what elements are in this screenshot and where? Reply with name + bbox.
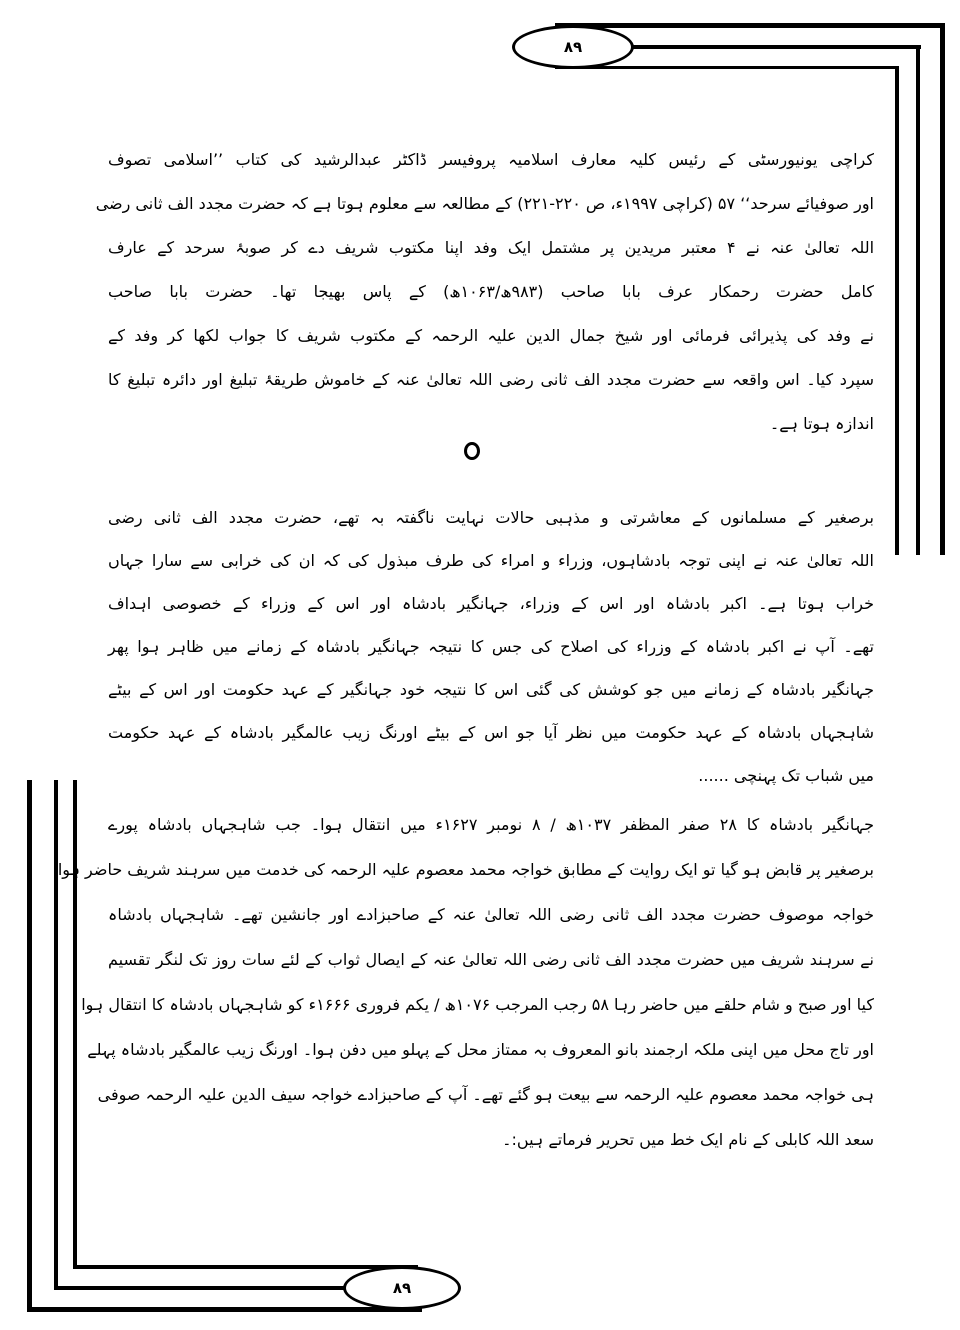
frame-line [73,1265,418,1269]
text-line: اور تاج محل میں اپنی ملکہ ارجمند بانو المعروف بہ ممتاز محل کے پہلو میں دفن ہوا۔ اورنگ زیب عالمگیر بادشاہ پہلے [87,1040,874,1059]
text-line: اللہ تعالیٰ عنہ نے ۴ معتبر مریدین پر مشتمل ایک وفد اپنا مکتوب شریف دے کر صوبۂ سرحد کے عارف [108,238,875,257]
frame-line [916,45,920,555]
page-number-bottom: ۸۹ [343,1266,461,1310]
text-line: اندازہ ہوتا ہے۔ [769,414,874,433]
text-line: خراب ہوتا ہے۔ اکبر بادشاہ اور اس کے وزراء، جہانگیر بادشاہ اور اس کے وزراء کے خصوصی اہداف [108,594,874,613]
text-line: شاہجہاں بادشاہ کے عہد حکومت میں نظر آیا جو اس کے بیٹے اورنگ زیب عالمگیر بادشاہ کے عہد حکومت [108,723,874,742]
text-line: تھے۔ آپ نے اکبر بادشاہ کے وزراء کی اصلاح کی جس کا نتیجہ جہانگیر بادشاہ کے زمانے میں ظاہر ہوا پھر [108,637,874,656]
text-line: خواجہ موصوف حضرت مجدد الف ثانی رضی اللہ تعالیٰ عنہ کے صاحبزادے اور جانشین تھے۔ شاہجہاں بادشاہ [108,905,874,924]
text-line: کامل حضرت رحمکار عرف بابا صاحب (۹۸۳ھ/۱۰۶۳ھ) کے پاس بھیجا تھا۔ حضرت بابا صاحب [108,282,875,301]
frame-line [555,66,899,69]
text-line: کیا اور صبح و شام حلقے میں حاضر رہا ۵۸ رجب المرجب ۱۰۷۶ھ / یکم فروری ۱۶۶۶ء کو شاہجہاں بادشاہ کا انتقال ہوا [81,995,874,1014]
text-line: برصغیر کے مسلمانوں کے معاشرتی و مذہبی حالات نہایت ناگفتہ بہ تھے، حضرت مجدد الف ثانی رضی [108,508,874,527]
frame-line [54,780,58,1290]
frame-line [27,780,32,1312]
frame-line [555,23,945,28]
page-number-top: ۸۹ [512,25,634,69]
text-line: جہانگیر بادشاہ کے زمانے میں جو کوشش کی گئی اس کا نتیجہ خود جہانگیر کے عہد حکومت اور اس کے بیٹے [108,680,874,699]
text-line: اور صوفیائے سرحد‘‘ ۵۷ (کراچی ۱۹۹۷ء، ص ۲۲۰-۲۲۱) کے مطالعہ سے معلوم ہوتا ہے کہ حضرت مجدد الف ثانی رضی [95,194,874,213]
text-line: نے وفد کی پذیرائی فرمائی اور شیخ جمال الدین علیہ الرحمہ کے مکتوب شریف کا جواب لکھا کر وفد کے [108,326,874,345]
text-line: جہانگیر بادشاہ کا ۲۸ صفر المظفر ۱۰۳۷ھ / ۸ نومبر ۱۶۲۷ء میں انتقال ہوا۔ جب شاہجہاں بادشاہ پورے [108,815,875,834]
text-line: ہی خواجہ محمد معصوم علیہ الرحمہ سے بیعت ہو گئے تھے۔ آپ کے صاحبزادے خواجہ سیف الدین علیہ الرحمہ صوفی [97,1085,874,1104]
frame-line [73,780,77,1269]
text-line: میں شباب تک پہنچی ...... [698,766,874,785]
text-line: سپرد کیا۔ اس واقعہ سے حضرت مجدد الف ثانی رضی اللہ تعالیٰ عنہ کے خاموش طریقۂ تبلیغ اور دائرہ تبلیغ کا [108,370,874,389]
frame-line [27,1307,422,1312]
text-line: اللہ تعالیٰ عنہ نے اپنی توجہ بادشاہوں، وزراء و امراء کی طرف مبذول کی کہ ان کی خرابی سے سارا جہاں [108,551,874,570]
frame-line [940,23,945,555]
section-separator-circle [464,442,480,460]
text-line: نے سرہند شریف میں حضرت مجدد الف ثانی رضی اللہ تعالیٰ عنہ کے ایصال ثواب کے لئے سات روز تک لنگر تقسیم [108,950,874,969]
text-line: کراچی یونیورسٹی کے رئیس کلیہ معارف اسلامیہ پروفیسر ڈاکٹر عبدالرشید کی کتاب ’’اسلامی تصوف [108,150,874,169]
text-line: برصغیر پر قابض ہو گیا تو ایک روایت کے مطابق خواجہ محمد معصوم علیہ الرحمہ کی خدمت میں سرہند شریف حاضر ہوا، [52,860,874,879]
frame-line [54,1286,349,1290]
text-line: سعد اللہ کابلی کے نام ایک خط میں تحریر فرماتے ہیں:۔ [502,1130,874,1149]
frame-line [895,66,899,555]
frame-line [630,45,921,49]
